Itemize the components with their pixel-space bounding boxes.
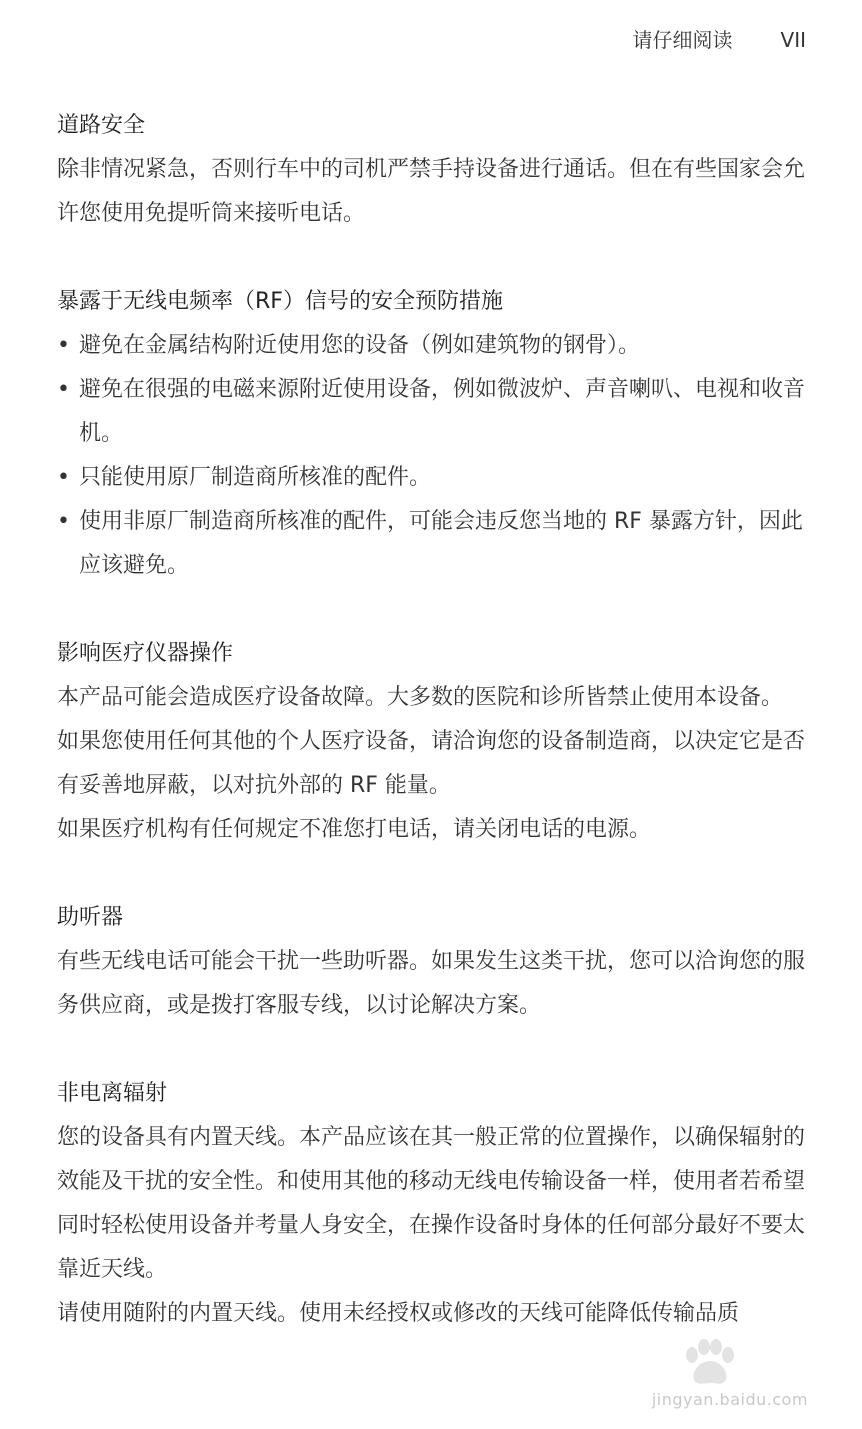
rf-bullet-item: • 只能使用原厂制造商所核准的配件。 xyxy=(57,456,805,500)
rf-bullet-item: • 使用非原厂制造商所核准的配件，可能会违反您当地的 RF 暴露方针，因此应该避免。 xyxy=(57,500,805,588)
section-gap xyxy=(57,852,805,896)
watermark xyxy=(588,1339,808,1409)
paw-icon xyxy=(678,1339,738,1389)
rf-bullet-item: • 避免在金属结构附近使用您的设备（例如建筑物的钢骨）。 xyxy=(57,324,805,368)
section-gap xyxy=(57,236,805,280)
medical-paragraph: 本产品可能会造成医疗设备故障。大多数的医院和诊所皆禁止使用本设备。 xyxy=(57,685,784,710)
section-title-hearing-aids: 助听器 xyxy=(57,905,124,930)
hearing-paragraph: 有些无线电话可能会干扰一些助听器。如果发生这类干扰，您可以洽询您的服务供应商，或是拨打客服专线，以讨论解决方案。 xyxy=(57,949,806,1018)
document-body xyxy=(57,104,805,1336)
medical-paragraph: 如果您使用任何其他的个人医疗设备，请洽询您的设备制造商，以决定它是否有妥善地屏蔽，以对抗外部的 RF 能量。 xyxy=(57,729,806,798)
watermark-text: jingyan.baidu.com xyxy=(651,1390,808,1409)
page-header xyxy=(633,26,806,54)
road-safety-paragraph: 除非情况紧急，否则行车中的司机严禁手持设备进行通话。但在有些国家会允许您使用免提听筒来接听电话。 xyxy=(57,157,806,226)
radiation-paragraph: 您的设备具有内置天线。本产品应该在其一般正常的位置操作，以确保辐射的效能及干扰的安全性。和使用其他的移动无线电传输设备一样，使用者若希望同时轻松使用设备并考量人身安全，在操作设备时身体的任何部分最好不要太靠近天线。 xyxy=(57,1125,806,1282)
section-title-rf-exposure: 暴露于无线电频率（RF）信号的安全预防措施 xyxy=(57,289,503,314)
section-gap xyxy=(57,588,805,632)
section-title-road-safety: 道路安全 xyxy=(57,113,146,138)
section-title-non-ionizing-radiation: 非电离辐射 xyxy=(57,1081,168,1106)
section-gap xyxy=(57,1028,805,1072)
page-number: VII xyxy=(780,28,806,52)
rf-bullet-item: • 避免在很强的电磁来源附近使用设备，例如微波炉、声音喇叭、电视和收音机。 xyxy=(57,368,805,456)
radiation-paragraph: 请使用随附的内置天线。使用未经授权或修改的天线可能降低传输品质 xyxy=(57,1301,740,1326)
medical-paragraph: 如果医疗机构有任何规定不准您打电话，请关闭电话的电源。 xyxy=(57,817,652,842)
chapter-title: 请仔细阅读 xyxy=(632,28,733,52)
section-title-medical: 影响医疗仪器操作 xyxy=(57,641,234,666)
